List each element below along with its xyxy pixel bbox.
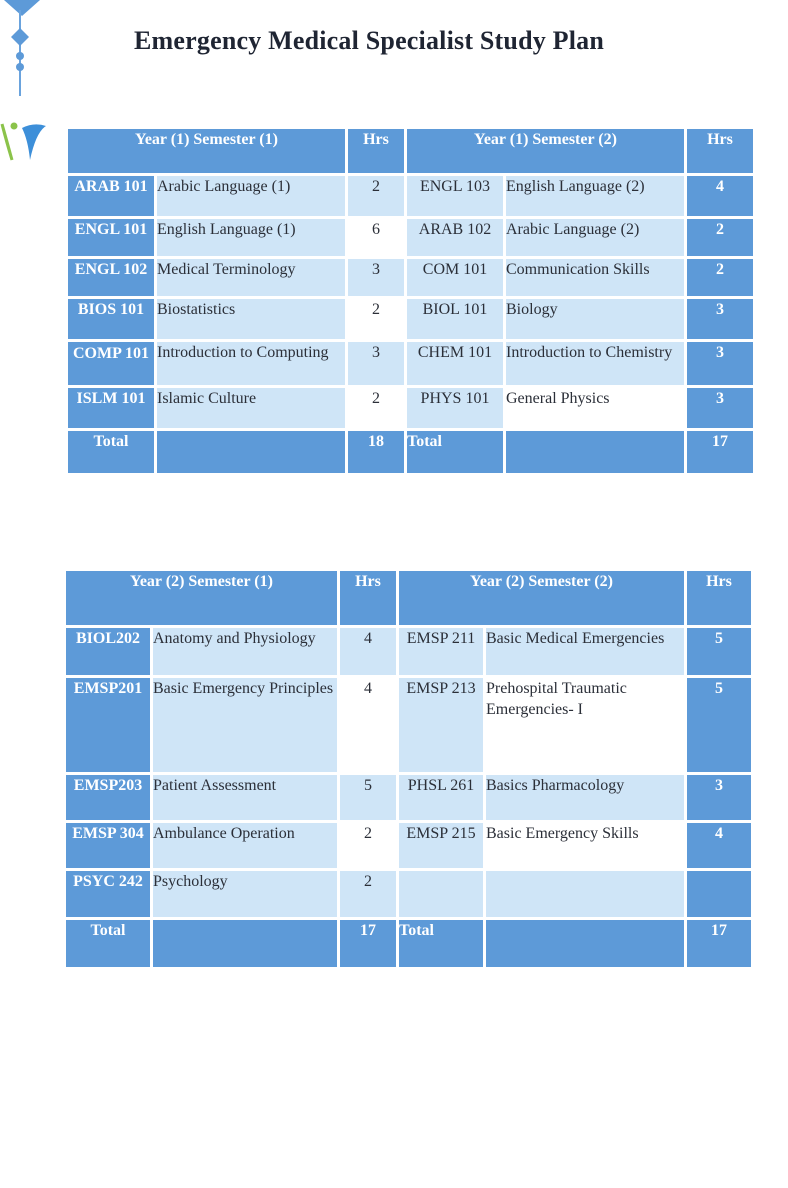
course-name: Islamic Culture bbox=[157, 388, 345, 428]
course-hours: 3 bbox=[687, 775, 751, 820]
course-name: Arabic Language (1) bbox=[157, 176, 345, 216]
total-hours: 18 bbox=[348, 431, 404, 473]
year1-sem1-header: Year (1) Semester (1) bbox=[68, 129, 345, 173]
total-label: Total bbox=[68, 431, 154, 473]
table-row bbox=[68, 176, 753, 216]
year2-sem1-header: Year (2) Semester (1) bbox=[66, 571, 337, 625]
course-name: Anatomy and Physiology bbox=[153, 628, 337, 675]
course-code: COMP 101 bbox=[68, 342, 154, 385]
course-code: PSYC 242 bbox=[66, 871, 150, 917]
course-name bbox=[486, 871, 684, 917]
course-code: ARAB 101 bbox=[68, 176, 154, 216]
course-name: Patient Assessment bbox=[153, 775, 337, 820]
total-label: Total bbox=[407, 431, 503, 473]
course-code: EMSP203 bbox=[66, 775, 150, 820]
course-hours: 2 bbox=[348, 176, 404, 216]
course-hours: 5 bbox=[687, 628, 751, 675]
course-code: PHYS 101 bbox=[407, 388, 503, 428]
course-hours: 5 bbox=[687, 678, 751, 772]
total-hours: 17 bbox=[687, 431, 753, 473]
table-row bbox=[68, 388, 753, 428]
course-name: General Physics bbox=[506, 388, 684, 428]
course-hours: 2 bbox=[340, 871, 396, 917]
table-header-row bbox=[68, 129, 753, 173]
course-name: Introduction to Computing bbox=[157, 342, 345, 385]
year1-sem2-hrs-header: Hrs bbox=[687, 129, 753, 173]
course-name: Medical Terminology bbox=[157, 259, 345, 296]
course-name: Basic Emergency Skills bbox=[486, 823, 684, 868]
table-row bbox=[68, 342, 753, 385]
course-hours: 3 bbox=[687, 299, 753, 339]
table-row bbox=[68, 299, 753, 339]
table-header-row bbox=[66, 571, 751, 625]
year1-sem2-header: Year (1) Semester (2) bbox=[407, 129, 684, 173]
table-row bbox=[68, 259, 753, 296]
course-hours: 4 bbox=[340, 628, 396, 675]
course-code: ENGL 103 bbox=[407, 176, 503, 216]
total-hours: 17 bbox=[340, 920, 396, 967]
year2-study-plan-table bbox=[63, 568, 754, 970]
total-hours: 17 bbox=[687, 920, 751, 967]
course-code: EMSP201 bbox=[66, 678, 150, 772]
course-code: BIOL202 bbox=[66, 628, 150, 675]
course-hours: 3 bbox=[348, 259, 404, 296]
total-spacer bbox=[486, 920, 684, 967]
table-total-row bbox=[66, 920, 751, 967]
course-code: EMSP 215 bbox=[399, 823, 483, 868]
course-hours: 5 bbox=[340, 775, 396, 820]
table-total-row bbox=[68, 431, 753, 473]
course-hours: 2 bbox=[687, 219, 753, 256]
course-code: CHEM 101 bbox=[407, 342, 503, 385]
year2-sem2-header: Year (2) Semester (2) bbox=[399, 571, 684, 625]
course-hours: 2 bbox=[348, 299, 404, 339]
course-name: Basics Pharmacology bbox=[486, 775, 684, 820]
table-row bbox=[66, 628, 751, 675]
course-hours: 6 bbox=[348, 219, 404, 256]
total-label: Total bbox=[399, 920, 483, 967]
course-name: Arabic Language (2) bbox=[506, 219, 684, 256]
total-spacer bbox=[153, 920, 337, 967]
year1-sem1-hrs-header: Hrs bbox=[348, 129, 404, 173]
course-code: COM 101 bbox=[407, 259, 503, 296]
year2-sem2-hrs-header: Hrs bbox=[687, 571, 751, 625]
course-name: Prehospital Traumatic Emergencies- I bbox=[486, 678, 684, 772]
course-hours: 4 bbox=[687, 823, 751, 868]
course-code: ENGL 101 bbox=[68, 219, 154, 256]
course-code: BIOS 101 bbox=[68, 299, 154, 339]
course-code: EMSP 213 bbox=[399, 678, 483, 772]
course-hours: 4 bbox=[687, 176, 753, 216]
course-code: EMSP 304 bbox=[66, 823, 150, 868]
table-row bbox=[66, 678, 751, 772]
course-hours: 4 bbox=[340, 678, 396, 772]
course-name: Communication Skills bbox=[506, 259, 684, 296]
year1-study-plan-table bbox=[65, 126, 756, 476]
course-hours: 3 bbox=[687, 388, 753, 428]
table-row bbox=[68, 219, 753, 256]
table-row bbox=[66, 871, 751, 917]
total-spacer bbox=[157, 431, 345, 473]
course-code: ENGL 102 bbox=[68, 259, 154, 296]
course-code: BIOL 101 bbox=[407, 299, 503, 339]
course-hours bbox=[687, 871, 751, 917]
course-name: English Language (2) bbox=[506, 176, 684, 216]
course-name: Basic Emergency Principles bbox=[153, 678, 337, 772]
table-row bbox=[66, 775, 751, 820]
year2-sem1-hrs-header: Hrs bbox=[340, 571, 396, 625]
course-name: Ambulance Operation bbox=[153, 823, 337, 868]
course-hours: 3 bbox=[687, 342, 753, 385]
course-name: Basic Medical Emergencies bbox=[486, 628, 684, 675]
total-spacer bbox=[506, 431, 684, 473]
course-code bbox=[399, 871, 483, 917]
page-title: Emergency Medical Specialist Study Plan bbox=[134, 26, 604, 55]
course-hours: 2 bbox=[348, 388, 404, 428]
course-hours: 2 bbox=[687, 259, 753, 296]
course-name: English Language (1) bbox=[157, 219, 345, 256]
course-code: ISLM 101 bbox=[68, 388, 154, 428]
course-code: ARAB 102 bbox=[407, 219, 503, 256]
course-hours: 3 bbox=[348, 342, 404, 385]
course-name: Psychology bbox=[153, 871, 337, 917]
total-label: Total bbox=[66, 920, 150, 967]
course-name: Introduction to Chemistry bbox=[506, 342, 684, 385]
course-name: Biology bbox=[506, 299, 684, 339]
table-row bbox=[66, 823, 751, 868]
course-code: EMSP 211 bbox=[399, 628, 483, 675]
course-name: Biostatistics bbox=[157, 299, 345, 339]
course-code: PHSL 261 bbox=[399, 775, 483, 820]
decorative-logo-icon bbox=[0, 0, 60, 170]
course-hours: 2 bbox=[340, 823, 396, 868]
